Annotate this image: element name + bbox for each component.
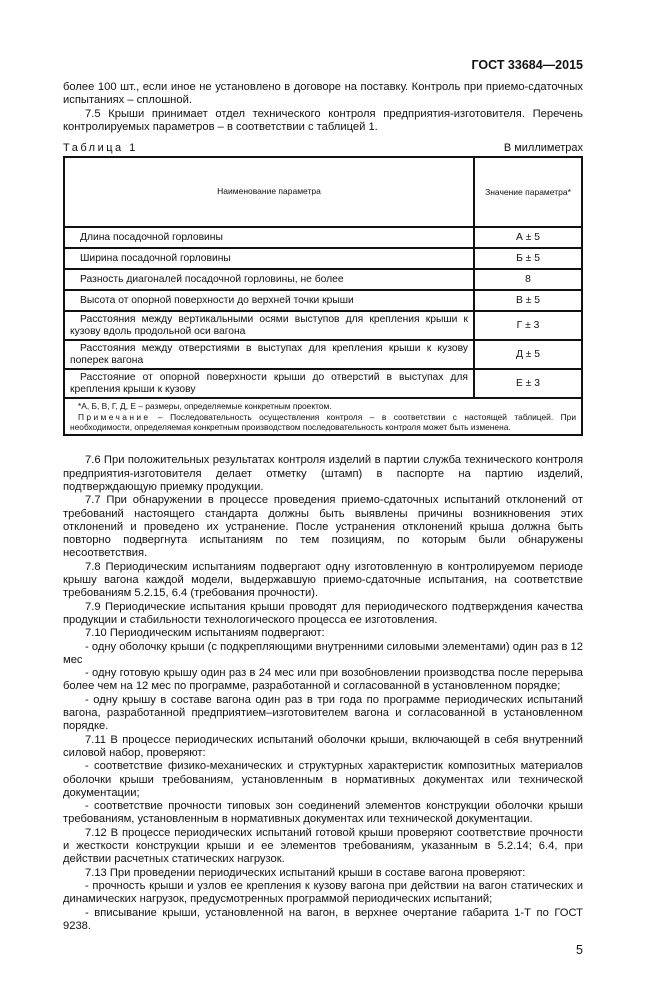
cell-name: Расстояния между вертикальными осями выступов для крепления крыши к кузову вдоль продольной оси вагона [64,311,474,340]
note-text: – Последовательность осуществления контроля – в соответствии с настоящей таблицей. При необходимости, определяемая конкретным производством последовательность контроля может быть изменена. [70,411,576,432]
cell-value: Б ± 5 [474,248,582,269]
intro-text [63,81,583,134]
list-item: - одну оболочку крыши (с подкрепляющими внутренними силовыми элементами) один раз в 12 мес [63,640,583,666]
cell-name: Разность диагоналей посадочной горловины, не более [64,269,474,290]
paragraph: 7.13 При проведении периодических испытаний крыши в составе вагона проверяют: [85,866,526,879]
list-item: - одну крышу в составе вагона один раз в три года по программе периодических испытаний вагона, разработанной предприятием–изготовителем вагона и согласованной в установленном порядке. [63,693,583,733]
cell-value: Г ± 3 [474,311,582,340]
cell-name: Ширина посадочной горловины [64,248,474,269]
table-footnote: *А, Б, В, Г, Д, Е – размеры, определяемые конкретным проектом. [78,401,332,412]
list-item: - прочность крыши и узлов ее крепления к кузову вагона при действии на вагон статических и динамических нагрузок, предусмотренных программой периодических испытаний; [63,879,583,906]
table-row [64,269,582,290]
list-item: - соответствие прочности типовых зон соединений элементов конструкции оболочки крыши требованиям, установленным в нормативных документах или технической документации. [63,800,583,826]
paragraph: 7.10 Периодическим испытаниям подвергают: [85,627,325,640]
header-value: Значение параметра* [474,157,582,227]
paragraph: 7.9 Периодические испытания крыши проводят для периодического подтверждения качества продукции и стабильности технологического процесса ее изготовления. [63,600,583,626]
parameters-table [63,156,583,436]
cell-value: Д ± 5 [474,340,582,369]
body-text [63,454,583,933]
note-label: Примечание [78,411,151,422]
paragraph: 7.12 В процессе периодических испытаний готовой крыши проверяют соответствие прочности и жесткости конструкции крыши и ее элементов требованиям, указанным в 5.2.14; 6.4, при действии расчетных статических нагрузок. [63,826,583,866]
document-id: ГОСТ 33684—2015 [471,58,583,72]
paragraph: 7.5 Крыши принимает отдел технического контроля предприятия-изготовителя. Перечень контролируемых параметров – в соответствии с таблицей 1. [63,107,583,133]
paragraph: более 100 шт., если иное не установлено в договоре на поставку. Контроль при приемо-сдаточных испытаниях – сплошной. [63,81,583,107]
table-note [70,412,576,433]
cell-name: Расстояние от опорной поверхности крыши до отверстий в выступах для крепления крыши к кузову [64,369,474,398]
cell-value: 8 [474,269,582,290]
cell-value: В ± 5 [474,290,582,311]
list-item: - вписывание крыши, установленной на вагон, в верхнее очертание габарита 1-Т по ГОСТ 9238. [63,906,583,932]
cell-name: Расстояния между отверстиями в выступах для крепления крыши к кузову поперек вагона [64,340,474,369]
paragraph: 7.6 При положительных результатах контроля изделий в партии служба технического контроля предприятия-изготовителя делает отметку (штамп) в паспорте на партию изделий, подтверждающую приемку продукции. [63,454,583,493]
table-row [64,227,582,248]
table-notes-row [64,398,582,435]
list-item: - соответствие физико-механических и структурных характеристик композитных материалов оболочки крыши требованиям, установленным в нормативных документах или технической документации; [63,760,583,799]
cell-value: Е ± 3 [474,369,582,398]
table-notes [64,398,582,435]
table-caption: Таблица 1 [63,142,138,155]
table-row [64,369,582,398]
paragraph: 7.11 В процессе периодических испытаний оболочки крыши, включающей в себя внутренний силовой набор, проверяют: [63,733,583,759]
cell-name: Высота от опорной поверхности до верхней точки крыши [64,290,474,311]
cell-name: Длина посадочной горловины [64,227,474,248]
table-row [64,290,582,311]
page-number: 5 [576,943,583,958]
paragraph: 7.7 При обнаружении в процессе проведения приемо-сдаточных испытаний отклонений от требований настоящего стандарта должны быть выявлены причины возникновения этих отклонений и проведено их устранение. После устранения отклонений крыша должна быть повторно подвергнута испытаниям по тем позициям, по которым были обнаружены несоответствия. [63,494,583,560]
table-row [64,340,582,369]
paragraph: 7.8 Периодическим испытаниям подвергают одну изготовленную в контролируемом периоде крышу вагона каждой модели, выдержавшую приемо-сдаточные испытания, на соответствие требованиям 5.2.15, 6.4 (требования прочности). [63,560,583,600]
table-row [64,248,582,269]
table-caption-row [63,142,583,155]
table-header [64,157,582,227]
table-row [64,311,582,340]
list-item: - одну готовую крышу один раз в 24 мес или при возобновлении производства после перерыва более чем на 12 мес по программе, разработанной и согласованной в установленном порядке; [63,667,583,693]
cell-value: А ± 5 [474,227,582,248]
table-units: В миллиметрах [503,142,583,155]
header-name: Наименование параметра [64,157,474,227]
